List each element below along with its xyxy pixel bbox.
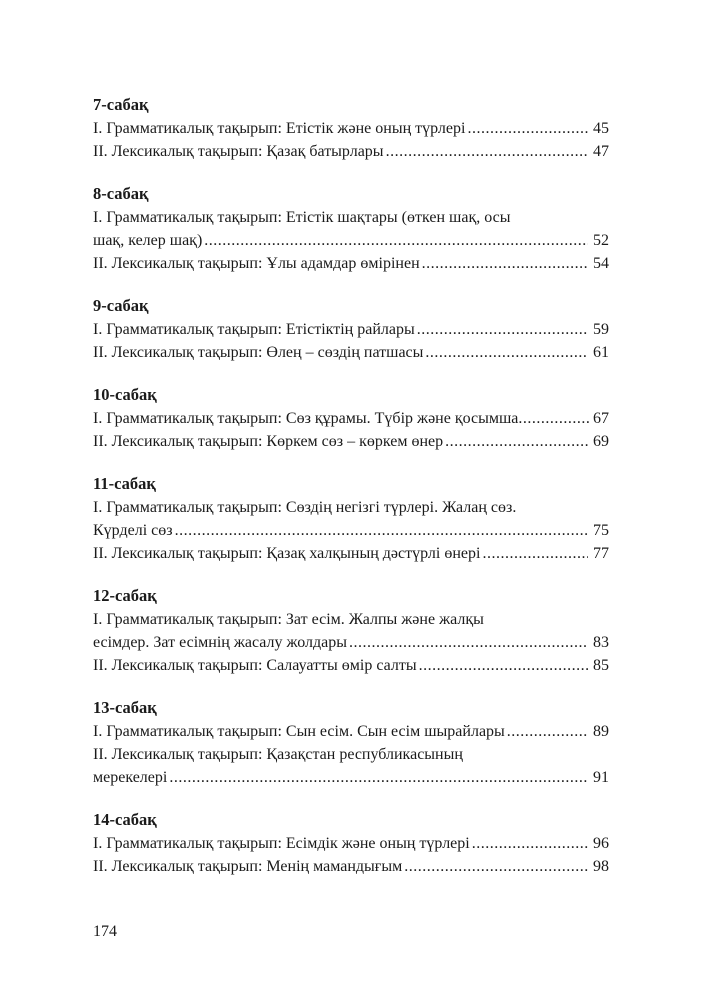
lesson-title: 13-сабақ — [93, 698, 157, 717]
toc-entry-text: І. Грамматикалық тақырып: Сөздің негізгі түрлері. Жалаң сөз. — [93, 499, 517, 516]
toc-entry-text: І. Грамматикалық тақырып: Етістік шақтары (өткен шақ, осы — [93, 209, 511, 226]
dot-leader — [386, 140, 588, 163]
toc-page-number: 59 — [593, 321, 609, 338]
toc-entry[interactable] — [93, 341, 609, 364]
toc-page-number: 91 — [593, 769, 609, 786]
toc-entry[interactable] — [93, 608, 609, 654]
lesson-title: 12-сабақ — [93, 586, 157, 605]
toc-page-number: 45 — [593, 120, 609, 137]
dot-leader — [175, 519, 588, 542]
toc-entry-text: І. Грамматикалық тақырып: Сөз құрамы. Түбір және қосымша — [93, 410, 519, 427]
toc-entry[interactable] — [93, 252, 609, 275]
toc-entry-row — [93, 252, 609, 275]
toc-page-number: 52 — [593, 232, 609, 249]
dot-leader — [445, 430, 588, 453]
toc-entry-row — [93, 631, 609, 654]
toc-entry-row — [93, 229, 609, 252]
toc-page-number: 69 — [593, 433, 609, 450]
lesson-title: 11-сабақ — [93, 474, 156, 493]
lesson-title: 10-сабақ — [93, 385, 157, 404]
toc-entry[interactable] — [93, 430, 609, 453]
dot-leader — [349, 631, 588, 654]
toc-entry-text: шақ, келер шақ) — [93, 232, 203, 249]
lesson-section — [93, 584, 609, 677]
toc-page-number: 54 — [593, 255, 609, 272]
toc-page-number: 83 — [593, 634, 609, 651]
toc-entry-text: ІІ. Лексикалық тақырып: Қазақ халқының дәстүрлі өнері — [93, 545, 481, 562]
toc-entry-row — [93, 519, 609, 542]
toc-entry-row — [93, 855, 609, 878]
toc-entry[interactable] — [93, 720, 609, 743]
toc-entry-text: І. Грамматикалық тақырып: Етістіктің райлары — [93, 321, 415, 338]
toc-entry-text: мерекелері — [93, 769, 168, 786]
dot-leader — [482, 542, 588, 565]
toc-entry-text: Күрделі сөз — [93, 522, 173, 539]
dot-leader — [169, 766, 588, 789]
toc-entry-text: ІІ. Лексикалық тақырып: Қазақстан республикасының — [93, 746, 463, 763]
dot-leader — [425, 341, 588, 364]
toc-entry-row — [93, 832, 609, 855]
dot-leader — [404, 855, 588, 878]
toc-entry[interactable] — [93, 117, 609, 140]
lesson-title: 8-сабақ — [93, 184, 149, 203]
toc-entry[interactable] — [93, 407, 609, 430]
toc-entry-text: ІІ. Лексикалық тақырып: Өлең – сөздің патшасы — [93, 344, 424, 361]
toc-entry-row — [93, 430, 609, 453]
lesson-title: 9-сабақ — [93, 296, 149, 315]
lesson-section — [93, 472, 609, 565]
dot-leader — [417, 318, 588, 341]
toc-entry-text: І. Грамматикалық тақырып: Сын есім. Сын есім шырайлары — [93, 723, 505, 740]
toc-entry-text: ІІ. Лексикалық тақырып: Көркем сөз – көркем өнер — [93, 433, 444, 450]
toc-entry-text: І. Грамматикалық тақырып: Есімдік және оның түрлері — [93, 835, 470, 852]
toc-entry[interactable] — [93, 206, 609, 252]
dot-leader — [507, 720, 588, 743]
toc-entry-text: ІІ. Лексикалық тақырып: Менің мамандығым — [93, 858, 403, 875]
toc-entry-row — [93, 654, 609, 677]
dot-leader — [422, 252, 588, 275]
toc-entry-text: ІІ. Лексикалық тақырып: Ұлы адамдар өмірінен — [93, 255, 420, 272]
toc-page-number: 96 — [593, 835, 609, 852]
toc-entry[interactable] — [93, 855, 609, 878]
lesson-section — [93, 383, 609, 453]
toc-entry[interactable] — [93, 496, 609, 542]
toc-page-number: 89 — [593, 723, 609, 740]
toc-page-number: 67 — [593, 410, 609, 427]
toc-entry[interactable] — [93, 542, 609, 565]
toc-entry-text: І. Грамматикалық тақырып: Етістік және оның түрлері — [93, 120, 466, 137]
toc-entry-text: І. Грамматикалық тақырып: Зат есім. Жалпы және жалқы — [93, 611, 484, 628]
toc-entry-row — [93, 542, 609, 565]
dot-leader — [467, 117, 588, 140]
toc-entry[interactable] — [93, 654, 609, 677]
dot-leader — [419, 654, 588, 677]
toc-entry-row — [93, 117, 609, 140]
toc-entry-row — [93, 341, 609, 364]
lesson-title: 7-сабақ — [93, 95, 149, 114]
lesson-section — [93, 182, 609, 275]
toc-page-number: 77 — [593, 545, 609, 562]
toc-entry-row — [93, 140, 609, 163]
toc-entry[interactable] — [93, 743, 609, 789]
lesson-section — [93, 696, 609, 789]
lesson-section — [93, 93, 609, 163]
table-of-contents — [93, 93, 609, 897]
toc-entry-row — [93, 766, 609, 789]
toc-page-number: 47 — [593, 143, 609, 160]
toc-entry-row — [93, 318, 609, 341]
page-number: 174 — [93, 923, 117, 940]
toc-entry[interactable] — [93, 140, 609, 163]
lesson-section — [93, 294, 609, 364]
toc-entry-row — [93, 407, 609, 430]
dot-leader — [518, 407, 590, 430]
toc-page-number: 98 — [593, 858, 609, 875]
toc-page-number: 75 — [593, 522, 609, 539]
dot-leader — [472, 832, 588, 855]
toc-entry-text: ІІ. Лексикалық тақырып: Қазақ батырлары — [93, 143, 384, 160]
toc-entry-row — [93, 720, 609, 743]
toc-entry[interactable] — [93, 318, 609, 341]
lesson-title: 14-сабақ — [93, 810, 157, 829]
toc-entry-text: есімдер. Зат есімнің жасалу жолдары — [93, 634, 347, 651]
lesson-section — [93, 808, 609, 878]
toc-page-number: 85 — [593, 657, 609, 674]
dot-leader — [204, 229, 588, 252]
toc-page-number: 61 — [593, 344, 609, 361]
toc-entry-text: ІІ. Лексикалық тақырып: Салауатты өмір салты — [93, 657, 417, 674]
toc-entry[interactable] — [93, 832, 609, 855]
